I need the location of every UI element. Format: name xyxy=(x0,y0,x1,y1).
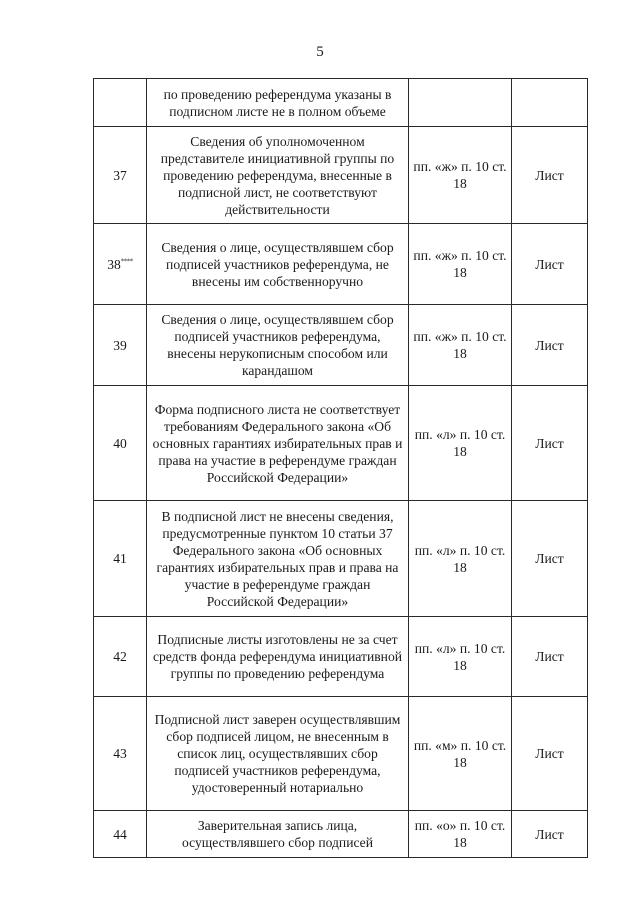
violation-description: Форма подписного листа не соответствует требованиям Федерального закона «Об основных гарантиях избирательных прав и права на участие в референдуме граждан Российской Федерации» xyxy=(147,386,409,501)
row-number-cell xyxy=(94,697,147,811)
table-row xyxy=(94,79,588,127)
document-type: Лист xyxy=(512,305,588,386)
violation-description: Сведения о лице, осуществлявшем сбор подписей участников референдума, внесены нерукописным способом или карандашом xyxy=(147,305,409,386)
violation-description: Подписной лист заверен осуществлявшим сбор подписей лицом, не внесенным в список лиц, осуществлявших сбор подписей участников референдума, удостоверенный нотариально xyxy=(147,697,409,811)
document-type: Лист xyxy=(512,811,588,858)
law-reference: пп. «ж» п. 10 ст. 18 xyxy=(409,305,512,386)
row-number: 42 xyxy=(113,649,127,664)
footnote-mark: **** xyxy=(120,256,133,265)
document-type xyxy=(512,79,588,127)
document-type: Лист xyxy=(512,224,588,305)
violation-description: Заверительная запись лица, осуществлявшего сбор подписей xyxy=(147,811,409,858)
violation-description: Сведения о лице, осуществлявшем сбор подписей участников референдума, не внесены им собственноручно xyxy=(147,224,409,305)
law-reference xyxy=(409,79,512,127)
document-type: Лист xyxy=(512,386,588,501)
row-number: 40 xyxy=(113,435,127,451)
document-type: Лист xyxy=(512,697,588,811)
row-number: 37 xyxy=(113,167,127,183)
table-row xyxy=(94,501,588,617)
violations-table xyxy=(93,78,588,858)
row-number-cell xyxy=(94,224,147,305)
violations-table-body xyxy=(94,79,588,858)
document-type: Лист xyxy=(512,617,588,697)
row-number-cell xyxy=(94,79,147,127)
document-type: Лист xyxy=(512,501,588,617)
row-number: 39 xyxy=(113,337,127,353)
row-number: 38 xyxy=(107,256,121,272)
row-number: 41 xyxy=(113,551,127,566)
violation-description: В подписной лист не внесены сведения, предусмотренные пунктом 10 статьи 37 Федерального закона «Об основных гарантиях избирательных прав и права на участие в референдуме граждан Российской Федерации» xyxy=(147,501,409,617)
table-row xyxy=(94,386,588,501)
table-row xyxy=(94,127,588,224)
table-row xyxy=(94,617,588,697)
violation-description: Сведения об уполномоченном представителе инициативной группы по проведению референдума, внесенные в подписной лист, не соответствуют действительности xyxy=(147,127,409,224)
row-number-cell xyxy=(94,501,147,617)
law-reference: пп. «л» п. 10 ст. 18 xyxy=(409,386,512,501)
law-reference: пп. «о» п. 10 ст. 18 xyxy=(409,811,512,858)
row-number-cell xyxy=(94,127,147,224)
law-reference: пп. «л» п. 10 ст. 18 xyxy=(409,617,512,697)
row-number-cell xyxy=(94,617,147,697)
row-number-cell xyxy=(94,811,147,858)
row-number: 44 xyxy=(113,826,127,842)
law-reference: пп. «м» п. 10 ст. 18 xyxy=(409,697,512,811)
table-row xyxy=(94,697,588,811)
row-number-cell xyxy=(94,305,147,386)
law-reference: пп. «ж» п. 10 ст. 18 xyxy=(409,127,512,224)
law-reference: пп. «ж» п. 10 ст. 18 xyxy=(409,224,512,305)
table-row xyxy=(94,224,588,305)
page-number: 5 xyxy=(316,44,324,60)
violation-description: по проведению референдума указаны в подписном листе не в полном объеме xyxy=(147,79,409,127)
table-row xyxy=(94,305,588,386)
document-type: Лист xyxy=(512,127,588,224)
row-number-cell xyxy=(94,386,147,501)
violation-description: Подписные листы изготовлены не за счет средств фонда референдума инициативной группы по проведению референдума xyxy=(147,617,409,697)
row-number: 43 xyxy=(113,746,127,761)
table-row xyxy=(94,811,588,858)
law-reference: пп. «л» п. 10 ст. 18 xyxy=(409,501,512,617)
